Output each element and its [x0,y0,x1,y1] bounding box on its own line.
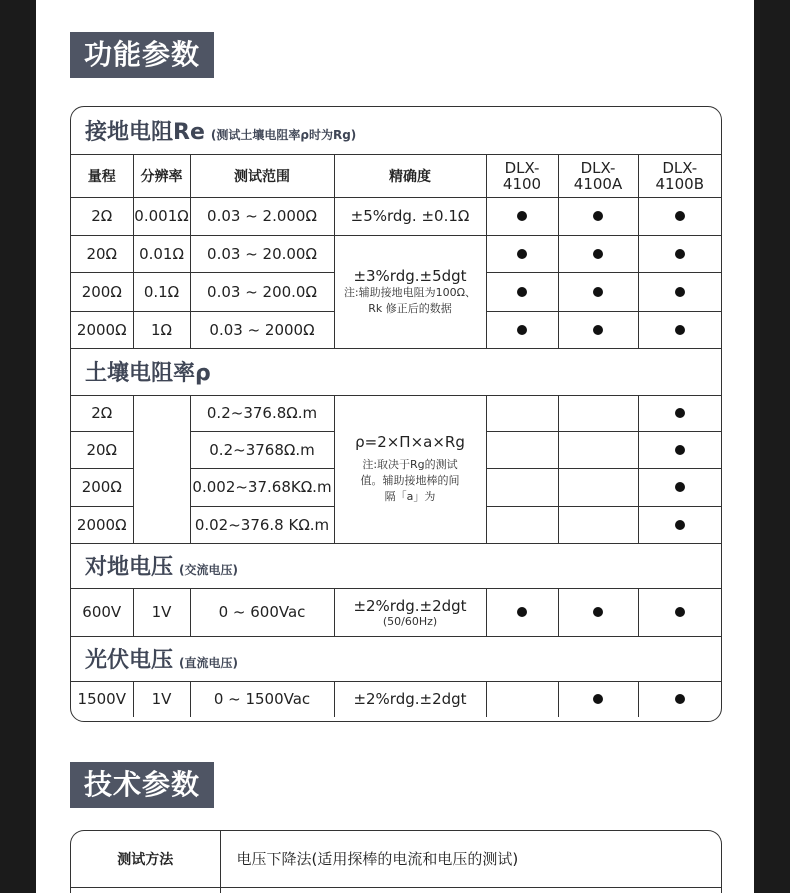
supported-dot-icon [675,211,685,221]
section-subtitle: (测试土壤电阻率ρ时为Rg) [210,127,357,142]
section-dc-voltage [71,636,721,681]
accuracy-note: 注:辅助接地电阻为100Ω、 [343,285,477,299]
accuracy-main: ±3%rdg.±5dgt [353,266,467,285]
support-cell [638,311,721,348]
supported-dot-icon [593,287,603,297]
table-row [71,831,721,887]
header-range: 量程 [71,154,133,197]
supported-dot-icon [593,249,603,259]
header-accuracy: 精确度 [334,154,486,197]
cell-test-range: 0.2~376.8Ω.m [190,395,334,431]
accuracy-main: ±2%rdg.±2dgt [353,596,467,615]
supported-dot-icon [593,211,603,221]
accuracy-formula: ρ=2×Π×a×Rg [355,433,465,451]
cell-accuracy: ±5%rdg. ±0.1Ω [334,197,486,235]
model-line: DLX- [662,158,698,177]
cell-range: 20Ω [71,235,133,272]
supported-dot-icon [593,607,603,617]
supported-dot-icon [593,694,603,704]
supported-dot-icon [675,482,685,492]
cell-resolution: 1Ω [133,311,190,348]
section-subtitle: (直流电压) [179,656,238,670]
section-title: 接地电阻Re [85,119,205,145]
accuracy-note: Rk 修正后的数据 [368,301,452,315]
support-cell [486,395,558,431]
table-row [71,235,721,272]
support-cell [558,681,638,717]
cell-resolution-empty [133,395,190,543]
accuracy-note: 注:取决于Rg的测试 [362,458,458,471]
tech-value: 电压下降法(适用探棒的电流和电压的测试) [220,831,721,887]
support-cell [486,468,558,506]
cell-test-range: 0 ~ 1500Vac [190,681,334,717]
support-cell [558,235,638,272]
support-cell [558,506,638,543]
cell-test-range: 0.002~37.68KΩ.m [190,468,334,506]
cell-resolution: 1V [133,681,190,717]
support-cell [486,681,558,717]
section-soil-resistivity [71,348,721,395]
support-cell [486,506,558,543]
supported-dot-icon [675,408,685,418]
cell-range: 2Ω [71,395,133,431]
model-line: 4100 [502,174,542,193]
support-cell [638,272,721,311]
table-row [71,197,721,235]
cell-resolution: 1V [133,588,190,636]
support-cell [486,431,558,468]
cell-range: 2000Ω [71,506,133,543]
tech-value [220,887,721,893]
support-cell [638,235,721,272]
supported-dot-icon [675,520,685,530]
support-cell [558,311,638,348]
supported-dot-icon [517,287,527,297]
tech-params-banner: 技术参数 [70,762,214,808]
supported-dot-icon [517,607,527,617]
cell-range: 600V [71,588,133,636]
supported-dot-icon [675,445,685,455]
header-model-4100a [558,154,638,197]
header-model-4100 [486,154,558,197]
cell-test-range: 0.03 ~ 20.00Ω [190,235,334,272]
support-cell [558,395,638,431]
cell-range: 200Ω [71,272,133,311]
table-row [71,395,721,431]
accuracy-frequency: (50/60Hz) [382,614,438,628]
supported-dot-icon [517,211,527,221]
accuracy-note: 值。辅助接地棒的间 [360,474,460,487]
model-line: 4100A [573,174,623,193]
support-cell [558,197,638,235]
table-row [71,588,721,636]
supported-dot-icon [675,325,685,335]
support-cell [638,588,721,636]
section-title: 土壤电阻率ρ [85,361,211,386]
tech-label [71,887,220,893]
cell-test-range: 0.03 ~ 2.000Ω [190,197,334,235]
cell-test-range: 0.03 ~ 200.0Ω [190,272,334,311]
cell-resolution: 0.001Ω [133,197,190,235]
tech-params-table [70,830,722,893]
cell-range: 2000Ω [71,311,133,348]
support-cell [638,468,721,506]
table-row [71,681,721,717]
section-subtitle: (交流电压) [179,563,238,577]
header-test-range: 测试范围 [190,154,334,197]
support-cell [558,272,638,311]
support-cell [486,588,558,636]
support-cell [486,311,558,348]
support-cell [638,395,721,431]
cell-test-range: 0.2~3768Ω.m [190,431,334,468]
cell-range: 200Ω [71,468,133,506]
support-cell [558,588,638,636]
function-params-table [70,106,722,722]
supported-dot-icon [675,287,685,297]
tech-label: 测试方法 [71,831,220,887]
section-ac-voltage [71,543,721,588]
model-line: DLX- [504,158,540,177]
support-cell [558,468,638,506]
cell-accuracy-merged [334,235,486,348]
cell-test-range: 0 ~ 600Vac [190,588,334,636]
support-cell [638,506,721,543]
function-params-banner: 功能参数 [70,32,214,78]
model-line: DLX- [580,158,616,177]
cell-test-range: 0.03 ~ 2000Ω [190,311,334,348]
supported-dot-icon [593,325,603,335]
support-cell [638,431,721,468]
support-cell [558,431,638,468]
model-line: 4100B [655,174,704,193]
support-cell [486,272,558,311]
supported-dot-icon [675,249,685,259]
header-model-4100b [638,154,721,197]
cell-range: 1500V [71,681,133,717]
accuracy-note: 隔「a」为 [384,490,436,503]
cell-resolution: 0.01Ω [133,235,190,272]
cell-accuracy: ±2%rdg.±2dgt [334,681,486,717]
supported-dot-icon [675,694,685,704]
cell-accuracy [334,588,486,636]
support-cell [486,235,558,272]
cell-accuracy-merged [334,395,486,543]
section-title: 光伏电压 [85,648,174,673]
support-cell [638,197,721,235]
support-cell [638,681,721,717]
section-title: 对地电压 [85,555,174,580]
supported-dot-icon [517,325,527,335]
cell-resolution: 0.1Ω [133,272,190,311]
table-row [71,887,721,893]
cell-test-range: 0.02~376.8 KΩ.m [190,506,334,543]
section-grounding-resistance [71,107,721,154]
support-cell [486,197,558,235]
supported-dot-icon [675,607,685,617]
product-spec-page [36,0,754,893]
cell-range: 2Ω [71,197,133,235]
cell-range: 20Ω [71,431,133,468]
header-resolution: 分辨率 [133,154,190,197]
supported-dot-icon [517,249,527,259]
